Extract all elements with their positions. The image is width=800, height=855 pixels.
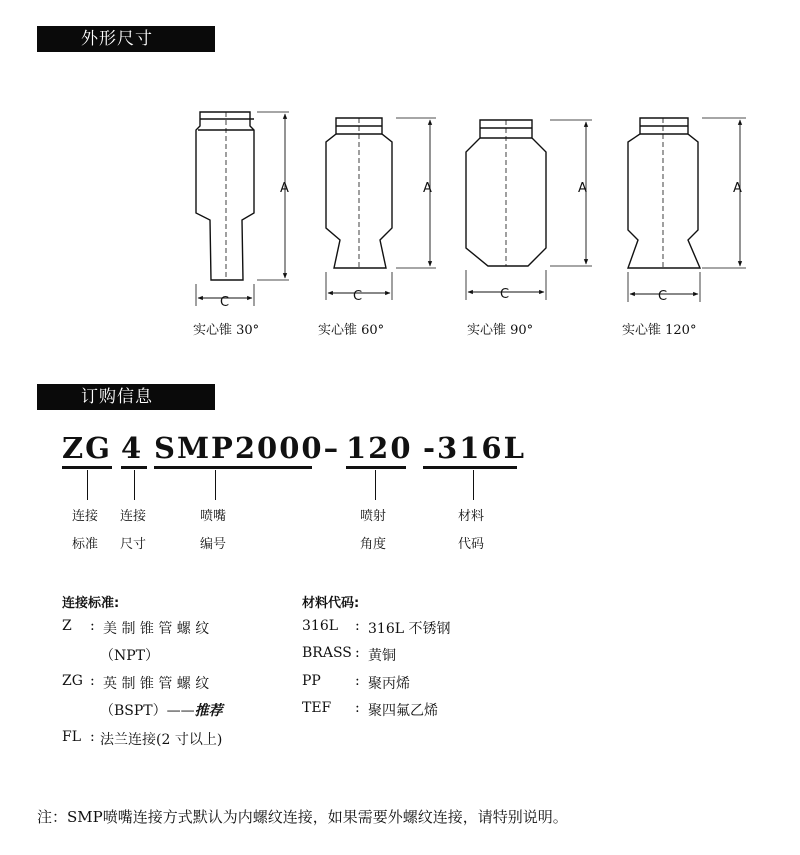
material-code-title: 材料代码: xyxy=(302,596,360,611)
connection-standard-value: 法兰连接(2 寸以上) xyxy=(100,732,223,748)
order-code-pointer xyxy=(375,470,376,500)
order-code-pointer xyxy=(87,470,88,500)
material-code-key: TEF xyxy=(302,700,332,716)
order-code-pointer xyxy=(134,470,135,500)
nozzle-caption-30: 实心锥 30° xyxy=(193,323,260,338)
nozzle-drawings xyxy=(0,100,800,310)
nozzle-caption-60: 实心锥 60° xyxy=(318,323,385,338)
nozzle-caption-90: 实心锥 90° xyxy=(467,323,534,338)
nozzle-30-dim-a: A xyxy=(280,181,289,196)
order-code-underline xyxy=(423,466,517,469)
nozzle-30-dim-c: C xyxy=(220,295,230,310)
connection-standard-title: 连接标准: xyxy=(62,596,120,611)
nozzle-30-drawing xyxy=(196,112,289,306)
order-label-nozzle-number-1: 喷嘴 xyxy=(200,509,227,524)
order-label-spray-angle-1: 喷射 xyxy=(360,509,387,524)
section-header-dimensions-label: 外形尺寸 xyxy=(81,29,153,49)
nozzle-90-drawing xyxy=(466,120,592,300)
connection-standard-value: 美 制 锥 管 螺 纹 xyxy=(103,621,210,637)
order-code-connection-size: 4 xyxy=(121,431,144,465)
order-label-spray-angle-2: 角度 xyxy=(360,537,387,552)
order-code-nozzle-number: SMP2000– xyxy=(154,431,341,465)
material-code-sep: : xyxy=(355,645,360,661)
material-code-key: PP xyxy=(302,673,321,689)
material-code-key: BRASS xyxy=(302,645,352,661)
order-label-material-1: 材料 xyxy=(458,509,485,524)
material-code-sep: : xyxy=(355,700,360,716)
nozzle-120-dim-c: C xyxy=(658,289,668,304)
order-code-underline xyxy=(346,466,406,469)
connection-standard-sep: : xyxy=(90,729,95,745)
nozzle-90-dim-c: C xyxy=(500,287,510,302)
connection-standard-key: FL xyxy=(62,729,82,745)
order-label-nozzle-number-2: 编号 xyxy=(200,537,227,552)
connection-standard-value: 英 制 锥 管 螺 纹 xyxy=(103,676,210,692)
footnote: 注：SMP喷嘴连接方式默认为内螺纹连接，如果需要外螺纹连接，请特别说明。 xyxy=(37,808,568,826)
order-code-pointer xyxy=(215,470,216,500)
nozzle-60-drawing xyxy=(326,118,436,300)
order-code-underline xyxy=(62,466,112,469)
order-code-underline xyxy=(121,466,147,469)
nozzle-120-drawing xyxy=(628,118,746,302)
order-code-pointer xyxy=(473,470,474,500)
material-code-value: 聚丙烯 xyxy=(368,676,410,692)
material-code-sep: : xyxy=(355,673,360,689)
order-label-connection-standard-2: 标准 xyxy=(72,537,99,552)
nozzle-60-dim-c: C xyxy=(353,289,363,304)
order-code-spray-angle: 120 xyxy=(346,431,413,465)
connection-standard-key: ZG xyxy=(62,673,83,689)
order-label-material-2: 代码 xyxy=(458,537,485,552)
order-label-connection-standard-1: 连接 xyxy=(72,509,99,524)
nozzle-120-dim-a: A xyxy=(733,181,742,196)
connection-standard-value: （NPT） xyxy=(100,648,160,664)
order-label-connection-size-1: 连接 xyxy=(120,509,147,524)
nozzle-caption-120: 实心锥 120° xyxy=(622,323,697,338)
material-code-key: 316L xyxy=(302,618,339,634)
material-code-value: 聚四氟乙烯 xyxy=(368,703,438,719)
material-code-value: 316L 不锈钢 xyxy=(368,621,451,637)
section-header-dimensions xyxy=(37,26,215,52)
nozzle-60-dim-a: A xyxy=(423,181,432,196)
section-header-ordering xyxy=(37,384,215,410)
connection-standard-key: Z xyxy=(62,618,72,634)
nozzle-90-dim-a: A xyxy=(578,181,587,196)
connection-standard-sep: : xyxy=(90,673,95,689)
section-header-ordering-label: 订购信息 xyxy=(81,387,153,407)
connection-standard-value: （BSPT）—— xyxy=(100,703,195,719)
connection-standard-recommended-row xyxy=(100,700,223,720)
material-code-sep: : xyxy=(355,618,360,634)
order-code-underline xyxy=(154,466,312,469)
order-code-material: -316L xyxy=(423,431,526,465)
connection-standard-sep: : xyxy=(90,618,95,634)
order-code-connection-standard: ZG xyxy=(62,431,112,465)
order-label-connection-size-2: 尺寸 xyxy=(120,537,147,552)
material-code-value: 黄铜 xyxy=(368,648,396,664)
recommended-emphasis: 推荐 xyxy=(194,703,223,719)
